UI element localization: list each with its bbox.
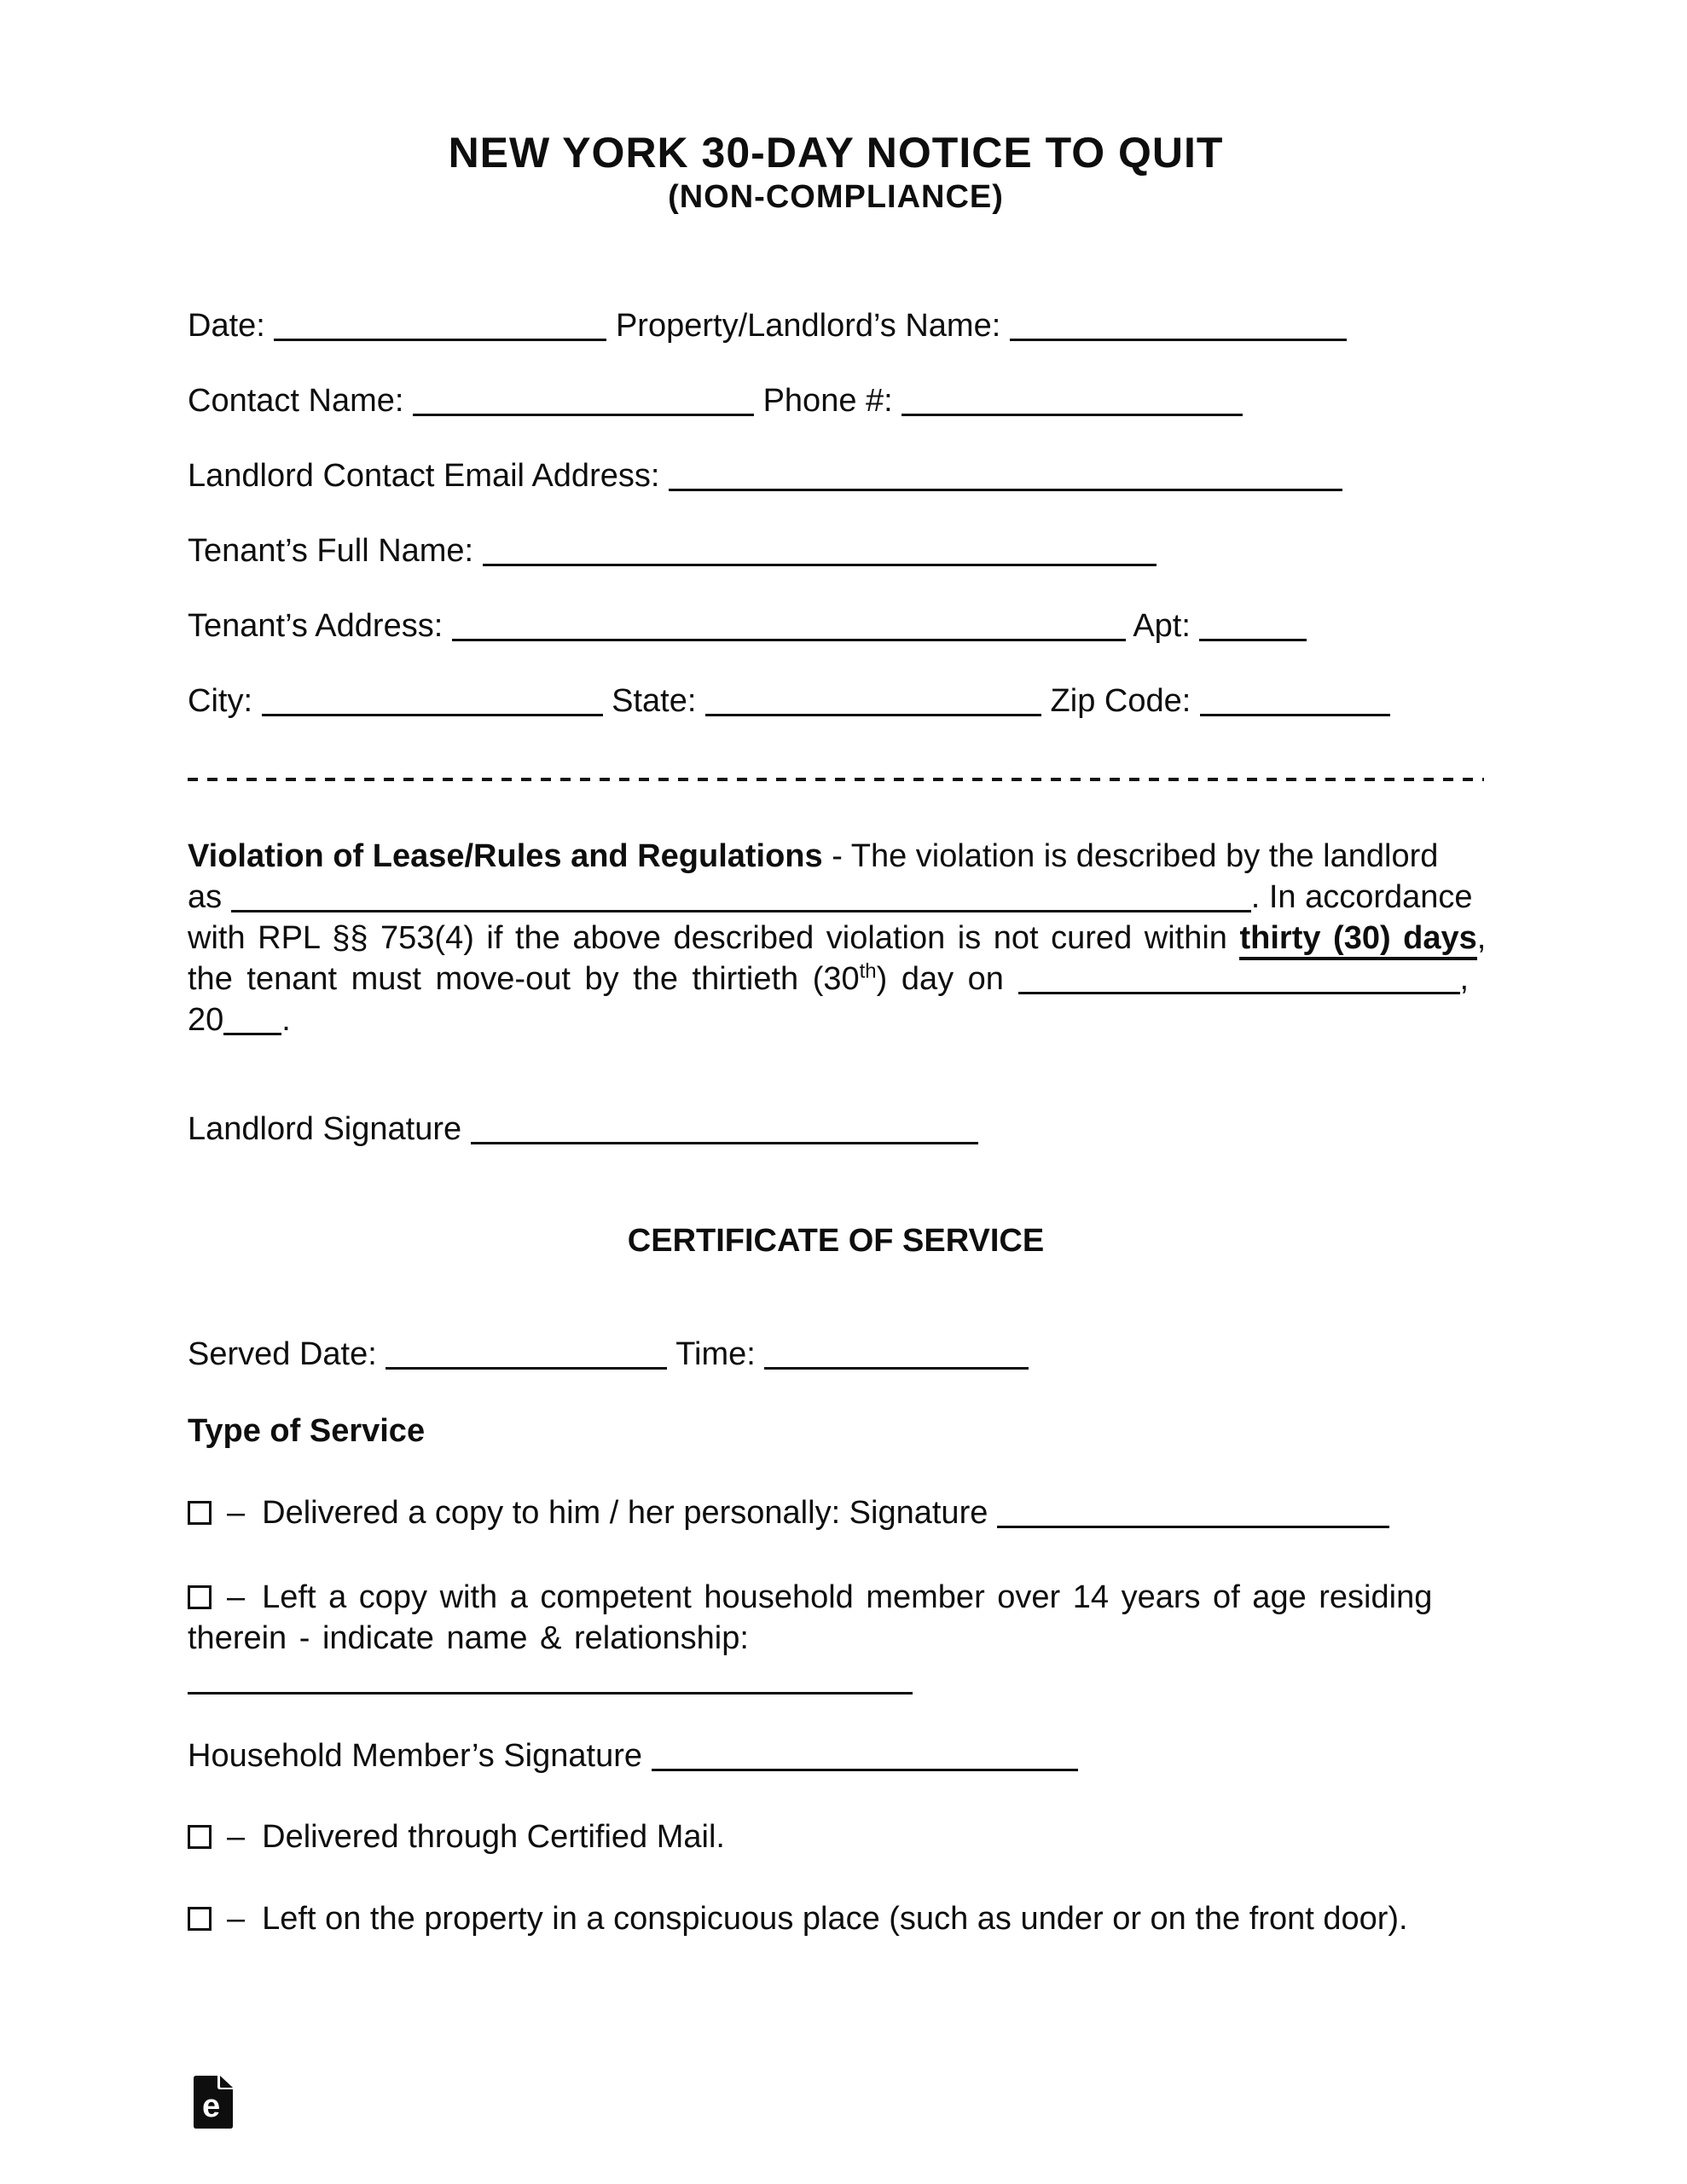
city-state-zip-row <box>188 682 1484 720</box>
checkbox-conspicuous-place[interactable] <box>188 1907 212 1931</box>
landlord-signature-row <box>188 1110 1484 1148</box>
violation-line-1 <box>188 836 1484 877</box>
certificate-of-service-heading: CERTIFICATE OF SERVICE <box>627 1223 1045 1259</box>
option-dash: – <box>227 1819 246 1855</box>
violation-line-4 <box>188 959 1484 999</box>
option-dash: – <box>227 1579 246 1615</box>
option-conspicuous-place-label: Left on the property in a conspicuous place (such as under or on the front door). <box>262 1901 1408 1937</box>
service-option-household-member <box>188 1577 1484 1700</box>
thirtieth-superscript: th <box>859 959 877 983</box>
served-date-blank[interactable] <box>386 1344 667 1370</box>
state-blank[interactable] <box>705 691 1041 716</box>
service-option-certified-mail <box>188 1816 1484 1857</box>
moveout-date-blank[interactable] <box>1018 969 1460 994</box>
violation-line-2 <box>188 877 1484 918</box>
landlord-signature-blank[interactable] <box>471 1119 978 1144</box>
landlord-signature-label: Landlord Signature <box>188 1111 462 1147</box>
violation-line1-text: - The violation is described by the landlord <box>822 838 1439 874</box>
apt-blank[interactable] <box>1199 616 1307 641</box>
household-signature-row <box>188 1737 1484 1775</box>
logo-letter: e <box>202 2088 221 2124</box>
option-household-member-line1: Left a copy with a competent household member over 14 years of age residing <box>262 1579 1433 1615</box>
thirty-days-bold-underline: thirty (30) days <box>1239 920 1476 960</box>
zip-label: Zip Code: <box>1050 683 1191 719</box>
tenant-full-name-label: Tenant’s Full Name: <box>188 533 474 569</box>
time-label: Time: <box>675 1336 756 1372</box>
landlord-email-label: Landlord Contact Email Address: <box>188 458 660 494</box>
landlord-email-row <box>188 457 1484 495</box>
tenant-address-row <box>188 607 1484 645</box>
violation-line4-pre: the tenant must move-out by the thirtieth (30 <box>188 961 860 997</box>
option-dash: – <box>227 1495 246 1531</box>
date-blank[interactable] <box>274 316 606 341</box>
time-blank[interactable] <box>764 1344 1029 1370</box>
option-certified-mail-label: Delivered through Certified Mail. <box>262 1819 725 1855</box>
violation-line-3 <box>188 918 1487 959</box>
state-label: State: <box>612 683 697 719</box>
violation-line4-mid: ) day on <box>876 961 1018 997</box>
violation-line5-period: . <box>281 1002 291 1038</box>
document-title: NEW YORK 30-DAY NOTICE TO QUIT <box>448 129 1224 177</box>
violation-line3-text: with RPL §§ 753(4) if the above described violation is not cured within <box>188 920 1240 956</box>
service-option-personal-delivery <box>188 1492 1484 1533</box>
document-subtitle: (NON-COMPLIANCE) <box>668 179 1004 215</box>
type-of-service-heading: Type of Service <box>188 1413 426 1449</box>
tenant-address-label: Tenant’s Address: <box>188 608 443 644</box>
personal-delivery-signature-blank[interactable] <box>997 1503 1389 1528</box>
violation-line2-post: . In accordance <box>1250 879 1473 915</box>
date-label: Date: <box>188 308 265 344</box>
checkbox-personal-delivery[interactable] <box>188 1501 212 1525</box>
page-footer <box>188 2076 1484 2133</box>
violation-line3-comma: , <box>1476 920 1487 956</box>
property-landlord-name-label: Property/Landlord’s Name: <box>615 308 1001 344</box>
tenant-name-row <box>188 532 1484 570</box>
contact-name-blank[interactable] <box>413 391 754 416</box>
violation-line-5 <box>188 999 1484 1040</box>
option-personal-delivery-label: Delivered a copy to him / her personally: Signature <box>262 1495 988 1531</box>
apt-label: Apt: <box>1133 608 1191 644</box>
property-landlord-name-blank[interactable] <box>1010 316 1347 341</box>
option-dash: – <box>227 1901 246 1937</box>
dashed-divider <box>188 778 1484 781</box>
violation-paragraph <box>188 836 1487 1040</box>
violation-line2-pre: as <box>188 879 231 915</box>
served-date-time-row <box>188 1335 1484 1373</box>
landlord-email-blank[interactable] <box>669 466 1342 491</box>
served-date-label: Served Date: <box>188 1336 377 1372</box>
phone-label: Phone #: <box>762 383 893 419</box>
eforms-document-logo-icon <box>194 2076 233 2129</box>
city-blank[interactable] <box>262 691 603 716</box>
date-property-row <box>188 307 1484 345</box>
checkbox-household-member[interactable] <box>188 1585 212 1609</box>
violation-lead-bold: Violation of Lease/Rules and Regulations <box>188 838 823 874</box>
violation-description-blank[interactable] <box>231 887 1251 912</box>
violation-line4-comma: , <box>1459 961 1470 997</box>
year-blank[interactable] <box>223 1010 281 1035</box>
phone-blank[interactable] <box>901 391 1243 416</box>
violation-year-prefix: 20 <box>188 1002 224 1038</box>
city-label: City: <box>188 683 252 719</box>
contact-name-label: Contact Name: <box>188 383 404 419</box>
tenant-address-blank[interactable] <box>452 616 1126 641</box>
option-household-member-line2: therein - indicate name & relationship: <box>188 1620 749 1656</box>
checkbox-certified-mail[interactable] <box>188 1825 212 1849</box>
name-relationship-blank[interactable] <box>188 1669 913 1694</box>
zip-blank[interactable] <box>1200 691 1390 716</box>
household-member-signature-label: Household Member’s Signature <box>188 1738 643 1774</box>
service-option-conspicuous-place <box>188 1898 1484 1939</box>
contact-phone-row <box>188 382 1484 420</box>
tenant-full-name-blank[interactable] <box>483 541 1157 566</box>
title-block <box>188 128 1484 217</box>
household-member-signature-blank[interactable] <box>652 1746 1078 1771</box>
